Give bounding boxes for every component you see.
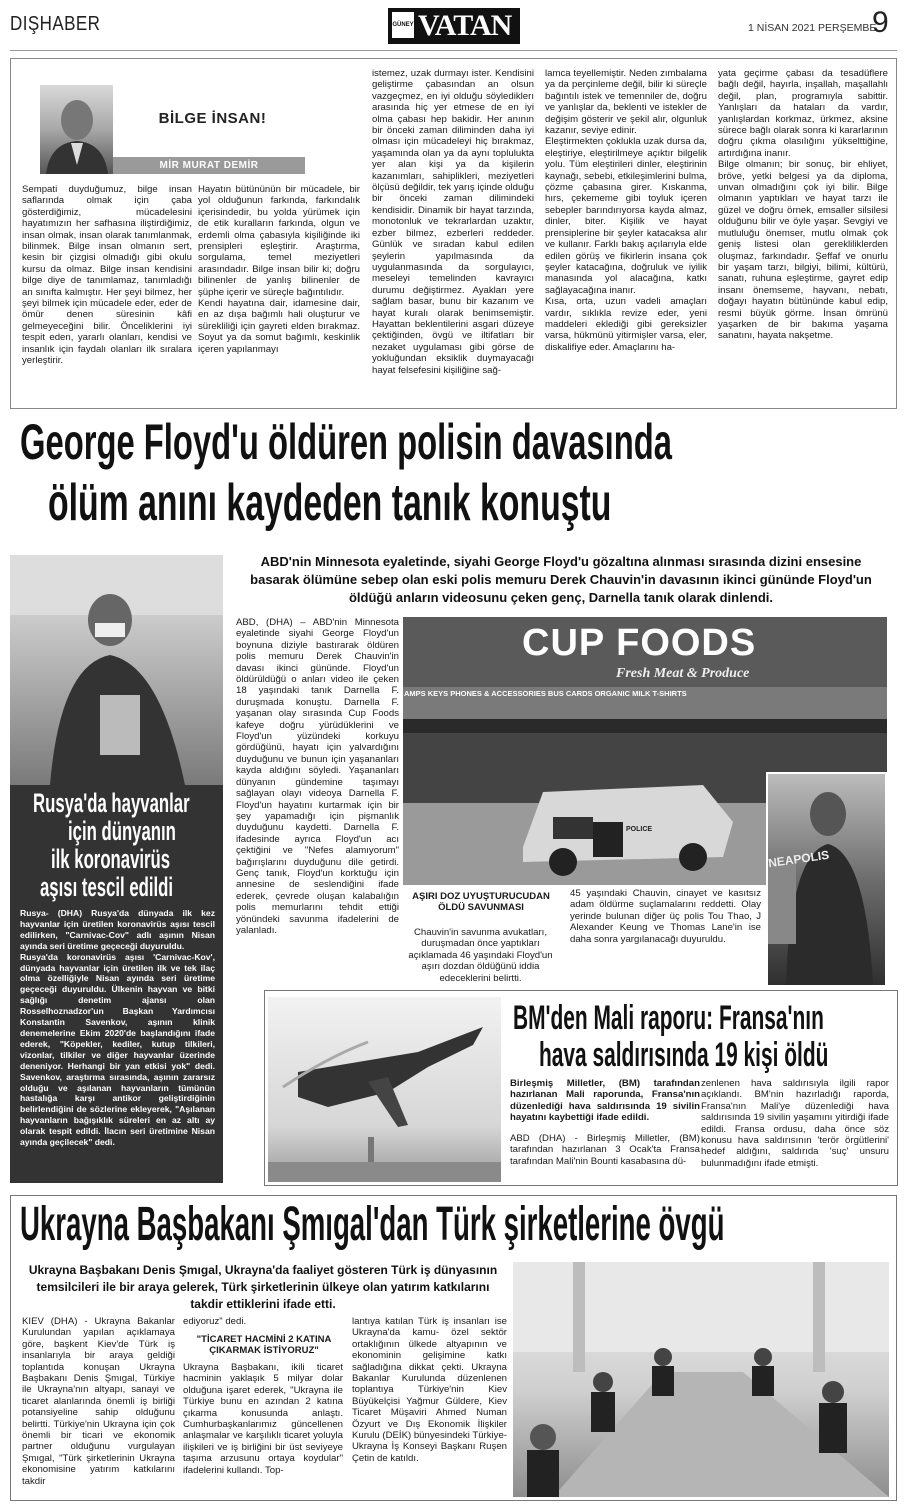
floyd-subhead: AŞIRI DOZ UYUŞTURUCUDAN ÖLDÜ SAVUNMASI: [412, 891, 550, 913]
police-car-label: POLICE: [626, 826, 653, 833]
column-text-3: istemez, uzak durmayı ister. Kendisini geliştirme çabasından an olsun vazgeçmez, en iyi olduğu söylediklerı arasında hiç yer etmese de en iyi olma çabası hep bakidir. Her anının bir önceki zaman diliminden daha iyi olması için mücadeleyi hiç bırakmaz, yaşamında olan ya da aynı toplulukta yer alan kişi ya da kişilerin kazanımları, sahiplikleri, meziyetleri ölçüsü değildir, tek yarış içinde olduğu bir önceki zaman dilimindeki kendisidir. Dinamik bir hayat tarzında, monotonluk ve tekrarlardan uzaktır, ezber bilmez, ezberleri reddeder. Günlük ve sıradan kabul edilen şeylerin yapılmasında da uygulanmasında da sorgulayıcı, meseleyi temelinden kavrayıcı durumu değiştirmez. Ayakları yere sağlam basar, bunu bir kazanım ve hayat kuralı olarak benimsemiştir. Hayattan beklentilerini asgari düzeye çektiğinden, övgü ve iltifatları bir nezaket uygulaması gibi görse de yokluğundan eksiklik duymayacağı hayat felsefesini kişiliğine sağ-: [372, 68, 534, 376]
fighter-jet-image: [268, 997, 501, 1182]
vaccine-worker-image: [10, 555, 223, 785]
officer-image: [768, 774, 885, 985]
russia-headline-4: aşısı tescil edildi: [40, 872, 174, 902]
column-author: MİR MURAT DEMİR: [159, 160, 259, 171]
column-text-4: lamca teyellemiştir. Neden zımbalama ya da perçinleme değil, bilir ki süreçle bağıntılı istek ve temenniler de, doğru ve yanlışlar da, beklenti ve istekler de değişim gösterir ve şekil alır, olgunluk kazanır, seviye edinir. Eleştirmekten çoklukla uzak dursa da, eleştiriye, eleştirilmeye açıktır bilgelik yolu. Tüm eleştirileri dinler, eleştirinin kaynağı, sebebi, etkileşimlerini bulma, çözme çabasına girer. Kıskanma, hırs, çekememe gibi toyluk içeren sebepler barındırıyorsa kayda almaz, dinler, biter. Kişilik ve hayat prensiplerine bir şeyler katacaksa alır ve kullanır. Farklı bakış açılarıyla elde edilen görüş ve fikirlerin insana çok şeyler katacağına, doğruluk ve iyilik manasında yol alacağına, katkı sağlayacağına inanır. Kısa, orta, uzun vadeli amaçları vardır, sıklıkla revize eder, yeni maddeleri eklediği gibi gereksizler varsa, hükmünü yitirmişler varsa, eler, diskalifiye eder. Amaçlarını ha-: [545, 68, 707, 353]
ukraine-col2-top: ediyoruz" dedi.: [183, 1316, 247, 1327]
logo-badge: GÜNEY: [392, 12, 414, 38]
logo-text: VATAN: [418, 9, 512, 42]
floyd-headline-1: George Floyd'u öldüren polisin davasında: [20, 414, 672, 470]
russia-body: Rusya- (DHA) Rusya'da dünyada ilk kez hayvanlar için üretilen koronavirüs aşısı tescil edilirken, "Carnivac-Cov" adlı aşının Nisan ayında seri üretime geçeceği duyuruldu. Rusya'da koronavirüs aşısı 'Carnivac-Kov', dünyada hayvanlar için üretilen ilk ve tek ilaç olma özelliğiyle Nisan ayında seri üretime geçeceği duyuruldu. Ülkenin hayvan ve bitki sağlığı denetim ajansı olan Rosselhoznadzor'un Başkan Yardımcısı Konstantin Savenkov, aşının klinik denemelerine Ekim 2020'de başlandığını ifade ederek, "Köpekler, kediler, kutup tilkileri, vizonlar, tilkiler ve diğer hayvanlar üzerinde deneniyor. Herhangi bir yan etkisi yok" dedi. Savenkov, araştırma sırasında, aşının zararsız olduğu ve aşılanan hayvanların tümünün hastalığa karşı antikor geliştirdiğinin belirlendiğini de sözlerine ekleyerek, "Aşılanan hayvanların bağışıklık süreleri en az altı ay olarak tespit edildi. İlacın seri üretimine Nisan ayında geçilecek" dedi.: [20, 908, 215, 1148]
masthead-logo: [388, 8, 520, 44]
ukraine-col3: lantıya katılan Türk iş insanları ise Ukrayna'da kamu- özel sektör ortaklığının ülkede altyapının ve ekonominin gelişimine katkı sağladığına dikkat çekti. Ukrayna Bakanlar Kurulunda düzenlenen toplantıya Türkiye'nin Kiev Büyükelçisi Yağmur Güldere, Kiev Ticaret Müşaviri Ahmed Numan Özyurt ve Dış Ekonomik İlişkiler Kurulu (DEİK) bünyesindeki Türkiye-Ukrayna İş Konseyi Başkanı Ruşen Çetin de katıldı.: [352, 1316, 507, 1464]
column-title: BİLGE İNSAN!: [158, 110, 267, 127]
ukraine-headline: Ukrayna Başbakanı Şmıgal'dan Türk şirketlerine övgü: [20, 1198, 725, 1251]
column-text-2: Hayatın bütününün bir mücadele, bir yol olduğunun farkında, farkındalık içerisindedir, bu yolda yürümek için de etik kuralların farkında, olgun ve erdemli olma çabasıyla kişiliğinde iki prensipleri eşleştirir. Araştırma, sorgulama, temel meziyetleri arasındadır. Bilge insan bilir ki; doğru bilinenler de yanlış bilinenler de şüphe içerir ve süreçle bağıntılıdır. Kendi hayatına dair, idamesine dair, en az dışa bağımlı hali oluşturur ve sürekliliği için gayreti elden bırakmaz. Soyut ya da somut bağımlı, keskinlik içeren yapılanmayı: [198, 184, 360, 355]
floyd-body: ABD, (DHA) – ABD'nin Minnesota eyaletinde siyahi George Floyd'un boynuna diziyle bastırarak öldüren polis memuru Derek Chauvin'in davası ikinci gününde. Floyd'un öldürüldüğü o anları video ile çeken 18 yaşındaki tanık Darnella F. duruşmada konuştu. Darnella F. yaşanan olay sırasında Cup Foods kafeye doğru yürüdüklerini ve Floyd'un yüzündeki korkuyu gördüğünü, hayatı için yalvardığını duyduğunu ve bunun için yaşananları kayda aldığını söyledi. Yaşananları dünyanın gündemine taşımayı sağlayan olayı videoya Darnella F. Floyd'un hayatını kurtarmak için bir şey yapamadığı için pişmanlık duyduğunu kaydetti. Darnella F. ifadesinde ayrıca Floyd'un acı çektiğini ve "Nefes alamıyorum" bağırışlarını duyduğunu dile getirdi. Genç tanık, Floyd'un korktuğu için annesine de seslendiğini ifade ederek, çevrede oluşan kalabalığın polis memurlarını tehdit ettiği yönündeki savunma ifadelerini de yalanladı.: [236, 617, 399, 936]
ukraine-subhead: "TİCARET HACMİNİ 2 KATINA ÇIKARMAK İSTİYORUZ": [196, 1334, 332, 1356]
page-number: 9: [872, 6, 889, 39]
author-portrait: [40, 85, 113, 174]
russia-photo: [10, 555, 223, 785]
floyd-headline-2: ölüm anını kaydeden tanık konuştu: [48, 474, 612, 532]
ukraine-lead: Ukrayna Başbakanı Denis Şmıgal, Ukrayna'da faaliyet gösteren Türk iş dünyasının temsilcileri ile bir araya gelerek, Türk şirketlerinin ülkeye olan yatırım katkılarını takdir ettiklerini ifade etti.: [28, 1263, 498, 1311]
floyd-sub-col2: 45 yaşındaki Chauvin, cinayet ve kasıtsız adam öldürme suçlamalarını reddetti. Olay yerinde bulunan diğer üç polis Tou Thao, J Alexander Keung ve Thomas Lane'in ise daha sonra yargılanacağı duyuruldu.: [570, 888, 761, 945]
mali-jet-photo: [268, 997, 501, 1182]
store-sub-sign: Fresh Meat & Produce: [616, 666, 750, 681]
column-text-5: yata geçirme çabası da tesadüflere bağlı değil, hayırla, inşallah, maşallahlı değil, plan, programıyla sabittir. Yanlışları da hataları da vardır, yanlışlardan korkmaz, ürkmez, aksine sürece bağlı olarak sonra ki kararlarının doğru çıkma olasılığını yükselttiğine, artırdığına inanır. Bilge olmanın; bir sonuç, bir ehliyet, bröve, yetki belgesi ya da diploma, unvan olmadığını çok iyi bilir. Bilge olmanın yaptıkları ve hayat tarzı ile güzel ve doğru örnek, emsaller silsilesi olduğunu bilir ve öyle yaşar. Sevgiyi ve mutluluğu önemser, mutlu olmak çok geniş listesi olan gerekliliklerden oluşmaz, farkındadır. Şeffaf ve onurlu bir yaşam tarzı, bilgiyi, bilimi, kültürü, sanatı, ruhuna eşleştirme, gayret edip insanı önemseme, hayvanı, nebatı, doğayı hayatın bütününde kabul edip, resmi büyük görme. İnsan ömrünü yaşarken de bir bakıma yaşama sanatını, hayata nakşetme.: [718, 68, 888, 342]
russia-headline-2: için dünyanın: [68, 816, 176, 846]
store-strip: AMPS KEYS PHONES & ACCESSORIES BUS CARDS ORGANIC MILK T-SHIRTS: [404, 689, 687, 698]
floyd-sub-col1: Chauvin'in savunma avukatları, duruşmadan önce yaptıkları açıklamada 46 yaşındaki Floyd'un aşırı dozdan öldüğünü iddia edeceklerini belirtti.: [408, 927, 553, 984]
issue-date: 1 NİSAN 2021 PERŞEMBE: [748, 22, 877, 34]
store-sign: CUP FOODS: [522, 622, 757, 664]
column-text-1: Sempati duyduğumuz, bilge insan saflarında olmak için çaba gösterdiğimiz, mücadelesini hayatımızın her safhasına iliştirdiğimiz, insan olmak, insan olarak tanımlanmak, bilinmek. Bilge insan olmanın sert, kesin bir çizgisi olmadığı gibi okulu kursu da olmaz. Bilge insan kendisini bilge diye de tanımlamaz, tanımladığı an sınıfta kalmıştır. Her şeyi bilmez, her şeyi bilmek için mücadele eder, eder de ömür denen süresinin kâfi gelmeyeceğini bilir. Önceliklerini iyi tespit eden, yararlı olanları, kendisi ve insanlık için faydalı olanları ilk sıralara yerleştirir.: [22, 184, 192, 367]
ukraine-col2: Ukrayna Başbakanı, ikili ticaret hacminin yaklaşık 5 milyar dolar olduğuna işaret ederek, "Ukrayna ile Türkiye bunu en azından 2 katına çıkarma konusunda anlaştı. Cumhurbaşkanlarımız güncellenen anlaşmalar ve karşılıklı ticaret yoluyla ilişkileri ve iş birliğini bir üst seviyeye taşıma arzusunu ortaya koydular" ifadelerini kullandı. Top-: [183, 1362, 343, 1476]
section-label: DIŞHABER: [10, 13, 101, 35]
russia-headline-3: ilk koronavirüs: [51, 844, 171, 874]
floyd-lead: ABD'nin Minnesota eyaletinde, siyahi George Floyd'u gözaltına alınması sırasında dizini ensesine basarak ölümüne sebep olan eski polis memuru Derek Chauvin'in davasının ikinci gününde Floyd'un öldüğü anların videosunu çeken genç, Darnella tanık olarak dinlendi.: [250, 554, 872, 605]
chauvin-photo: [766, 772, 887, 987]
mali-body-2: zenlenen hava saldırısıyla ilgili rapor açıklandı. BM'nin hazırladığı raporda, Fransa'nın Mali'ye düzenlediği hava saldırısında 19 sivilin yaşamını yitirdiği ifade edildi. Fransa ordusu, daha önce söz konusu hava saldırısının 'terör örgütlerini' hedef aldığını, saldırıda 'suç' unsuru bulunmadığını ifade etmişti.: [701, 1078, 889, 1169]
police-car-2-label: NEAPOLIS: [767, 847, 831, 871]
ukraine-col1: KIEV (DHA) - Ukrayna Bakanlar Kurulundan yapılan açıklamaya göre, başkent Kiev'de Türk iş insanlarıyla bir araya geldiği toplantıda konuşan Ukrayna Başbakanı Denis Şmıgal, Türkiye ile Ukrayna'nın altyapı, sanayi ve ticaret alanlarında önemli iş birliği potansiyeline sahip olduğunu belirtti. Türkiye'nin Ukrayna için çok önemli bir ticari ve ekonomik partner olduğunu vurgulayan Şmıgal, "Türk şirketlerinin Ukrayna ekonomisine yatırım katkılarını takdir: [22, 1316, 175, 1487]
mali-body-1: ABD (DHA) - Birleşmiş Milletler, (BM) tarafından hazırlanan 3 Ocak'ta Fransa tarafından Mali'nin Bounti kasabasına dü-: [510, 1133, 700, 1167]
mali-lead: Birleşmiş Milletler, (BM) tarafından hazırlanan Mali raporunda, Fransa'nın düzenlediği hava saldırısında 19 sivilin hayatını kaybettiği ifade edildi.: [510, 1078, 700, 1124]
mali-headline-2: hava saldırısında 19 kişi öldü: [539, 1036, 829, 1074]
ukraine-meeting-photo: [513, 1262, 889, 1497]
russia-headline-1: Rusya'da hayvanlar: [33, 788, 190, 818]
meeting-table-image: [513, 1262, 889, 1497]
author-photo: [40, 85, 113, 174]
mali-headline-1: BM'den Mali raporu: Fransa'nın: [513, 999, 824, 1037]
masthead-rule: [10, 50, 897, 51]
